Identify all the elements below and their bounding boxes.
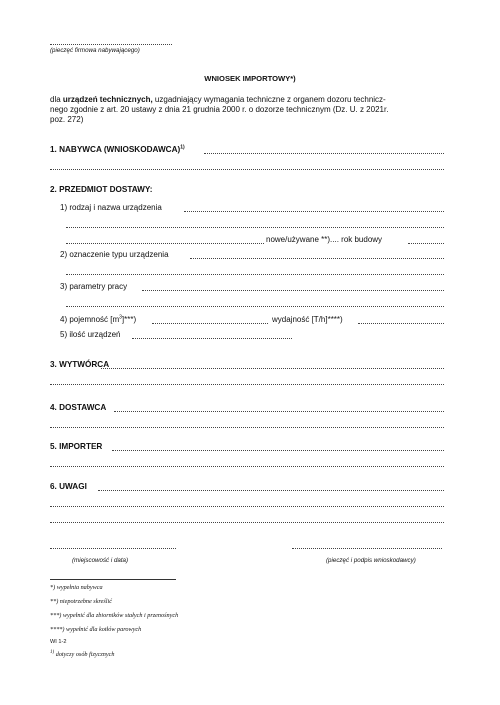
capacity-label — [60, 315, 136, 324]
device-model-field-2[interactable] — [66, 274, 444, 275]
device-model-label: 2) oznaczenie typu urządzenia — [60, 250, 169, 259]
footnote-5-ref: 1) — [50, 649, 55, 655]
throughput-field[interactable] — [358, 323, 444, 324]
intro-line-3: poz. 272) — [50, 115, 84, 124]
capacity-unit-sup: 3 — [119, 314, 122, 321]
supplier-field-2[interactable] — [50, 427, 444, 428]
operating-params-field-2[interactable] — [66, 306, 444, 307]
footnote-5-text: dotyczy osób fizycznych — [54, 651, 115, 658]
new-used-year-label: nowe/używane **).... rok budowy — [266, 235, 383, 244]
footnote-4: ****) wypełnić dla kotłów parowych — [50, 626, 142, 633]
footnote-3: ***) wypełnić dla zbiorników stałych i przenośnych — [50, 612, 179, 619]
device-count-label: 5) ilość urządzeń — [60, 330, 121, 339]
device-type-name-field-2[interactable] — [66, 227, 444, 228]
remarks-field-3[interactable] — [50, 522, 444, 523]
signature-field[interactable] — [292, 548, 442, 549]
section-importer-heading: 5. IMPORTER — [50, 442, 103, 451]
footnote-2: **) niepotrzebne skreślić — [50, 598, 112, 605]
stamp-label: (pieczęć firmowa nabywającego) — [50, 47, 140, 54]
section-buyer-heading — [50, 145, 185, 154]
supplier-field[interactable] — [114, 411, 444, 412]
intro-line-1-post: uzgadniający wymagania techniczne z organem dozoru technicz- — [152, 95, 386, 104]
place-date-label: (miejscowość i data) — [72, 557, 129, 564]
device-count-field[interactable] — [132, 338, 292, 339]
section-supplier-heading: 4. DOSTAWCA — [50, 403, 107, 412]
section-buyer-label: 1. NABYWCA (WNIOSKODAWCA) — [50, 145, 181, 154]
form-code: WI 1-2 — [50, 639, 67, 645]
operating-params-label: 3) parametry pracy — [60, 282, 128, 291]
manufacturer-field-2[interactable] — [50, 384, 444, 385]
place-date-field[interactable] — [50, 548, 176, 549]
manufacturer-field[interactable] — [101, 368, 444, 369]
capacity-field[interactable] — [152, 323, 268, 324]
intro-line-1-bold: urządzeń technicznych, — [62, 95, 153, 104]
intro-line-1-pre: dla — [50, 95, 63, 104]
section-delivery-heading: 2. PRZEDMIOT DOSTAWY: — [50, 185, 153, 194]
device-type-name-field-3[interactable] — [66, 243, 264, 244]
remarks-field-2[interactable] — [50, 506, 444, 507]
importer-field[interactable] — [112, 450, 444, 451]
signature-label: (pieczęć i podpis wnioskodawcy) — [326, 557, 416, 564]
capacity-label-a: 4) pojemność [m — [60, 315, 120, 324]
footnote-1: *) wypełnia nabywca — [50, 584, 103, 591]
buyer-field[interactable] — [204, 153, 444, 154]
document-title: WNIOSEK IMPORTOWY*) — [204, 74, 296, 83]
footnote-ref-1: 1) — [180, 144, 185, 151]
intro-line-2: nego zgodnie z art. 20 ustawy z dnia 21 grudnia 2000 r. o dozorze technicznym (Dz. U. z 2021r. — [50, 105, 389, 114]
remarks-field[interactable] — [98, 490, 444, 491]
buyer-field-line-2[interactable] — [50, 169, 444, 170]
footnote-separator — [50, 579, 176, 580]
device-model-field[interactable] — [190, 258, 444, 259]
device-type-name-field[interactable] — [184, 211, 444, 212]
stamp-line — [50, 44, 172, 45]
year-of-build-field[interactable] — [408, 243, 444, 244]
importer-field-2[interactable] — [50, 466, 444, 467]
operating-params-field[interactable] — [142, 290, 444, 291]
section-remarks-heading: 6. UWAGI — [50, 482, 87, 491]
footnote-5 — [50, 651, 114, 658]
capacity-label-b: ]***) — [121, 315, 137, 324]
intro-line-1 — [50, 95, 386, 105]
device-type-name-label: 1) rodzaj i nazwa urządzenia — [60, 203, 162, 212]
section-manufacturer-heading: 3. WYTWÓRCA — [50, 360, 110, 369]
throughput-label: wydajność [T/h]****) — [272, 315, 343, 324]
